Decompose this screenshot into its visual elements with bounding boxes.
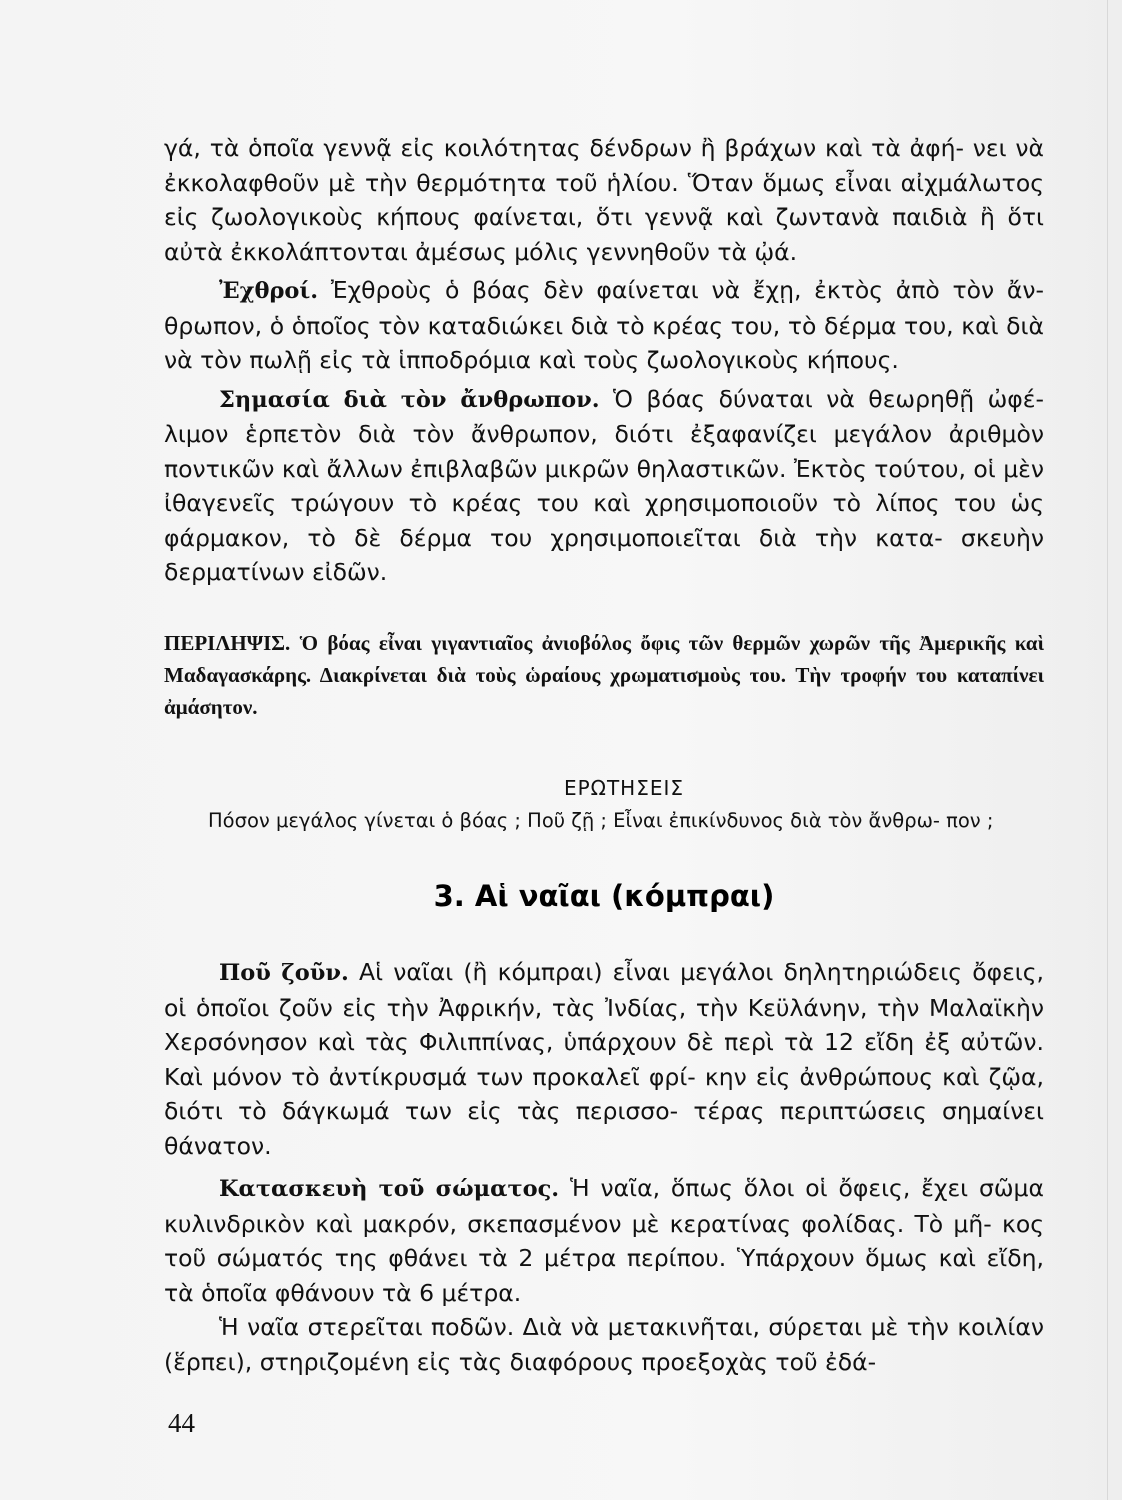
movement-paragraph: Ἡ ναῖα στερεῖται ποδῶν. Διὰ νὰ μετακινῆται, σύρεται μὲ τὴν κοιλίαν (ἕρπει), στηριζομένη εἰς τὰς διαφόρους προεξοχὰς τοῦ ἐδά- (164, 1313, 1044, 1376)
page-edge-line (1107, 0, 1108, 1500)
questions-title: ΕΡΩΤΗΣΕΙΣ (563, 776, 685, 800)
habitat-paragraph (164, 955, 1044, 1163)
importance-heading: Σημασία διὰ τὸν ἄνθρωπον. (219, 386, 600, 413)
lower-text-block (164, 955, 1044, 1379)
questions-text: Πόσον μεγάλος γίνεται ὁ βόας ; Ποῦ ζῇ ; Εἶναι ἐπικίνδυνος διὰ τὸν ἄνθρω- πον ; (208, 809, 994, 832)
enemies-text: Ἐχθροὺς ὁ βόας δὲν φαίνεται νὰ ἔχῃ, ἐκτὸς ἀπὸ τὸν ἄν- θρωπον, ὁ ὁποῖος τὸν καταδιώκει διὰ τὸ κρέας του, τὸ δέρμα του, καὶ διὰ νὰ τὸν πωλῇ εἰς τὰ ἱπποδρόμια καὶ τοὺς ζωολογικοὺς κήπους. (164, 276, 1044, 374)
body-structure-paragraph (164, 1171, 1044, 1310)
section-title: 3. Αἱ ναῖαι (κόμπραι) (433, 879, 775, 913)
questions-block (164, 776, 1044, 838)
summary-block (164, 627, 1044, 723)
enemies-heading: Ἐχθροί. (219, 278, 319, 304)
body-structure-heading: Κατασκευὴ τοῦ σώματος. (219, 1176, 560, 1202)
importance-text: Ὁ βόας δύναται νὰ θεωρηθῇ ὠφέ- λιμον ἑρπετὸν διὰ τὸν ἄνθρωπον, διότι ἐξαφανίζει μεγάλον ἀριθμὸν ποντικῶν καὶ ἄλλων ἐπιβλαβῶν μικρῶν θηλαστικῶν. Ἐκτὸς τούτου, οἱ μὲν ἰθαγενεῖς τρώγουν τὸ κρέας του καὶ χρησιμοποιοῦν τὸ λίπος του ὡς φάρμακον, τὸ δὲ δέρμα του χρησιμοποιεῖται διὰ τὴν κατα- σκευὴν δερματίνων εἰδῶν. (164, 384, 1045, 586)
continuation-paragraph: γά, τὰ ὁποῖα γεννᾷ εἰς κοιλότητας δένδρων ἢ βράχων καὶ τὰ ἀφή- νει νὰ ἐκκολαφθοῦν μὲ τὴν θερμότητα τοῦ ἡλίου. Ὅταν ὅμως εἶναι αἰχμάλωτος εἰς ζωολογικοὺς κήπους φαίνεται, ὅτι γεννᾷ καὶ ζωντανὰ παιδιὰ ἢ ὅτι αὐτὰ ἐκκολάπτονται ἀμέσως μόλις γεννηθοῦν τὰ ᾠά. (164, 134, 1044, 266)
importance-paragraph (164, 382, 1044, 590)
habitat-text: Αἱ ναῖαι (ἢ κόμπραι) εἶναι μεγάλοι δηλητηριώδεις ὄφεις, οἱ ὁποῖοι ζοῦν εἰς τὴν Ἀφρικήν, τὰς Ἰνδίας, τὴν Κεϋλάνην, τὴν Μαλαϊκὴν Χερσόνησον καὶ τὰς Φιλιππίνας, ὑπάρχουν δὲ περὶ τὰ 12 εἴδη ἐξ αὐτῶν. Καὶ μόνον τὸ ἀντίκρυσμά των προκαλεῖ φρί- κην εἰς ἀνθρώπους καὶ ζῷα, διότι τὸ δάγκωμά των εἰς τὰς περισσο- τέρας περιπτώσεις σημαίνει θάνατον. (164, 958, 1045, 1160)
upper-text-block (164, 131, 1044, 590)
summary-paragraph: ΠΕΡΙΛΗΨΙΣ. Ὁ βόας εἶναι γιγαντιαῖος ἀνιοβόλος ὄφις τῶν θερμῶν χωρῶν τῆς Ἀμερικῆς καὶ Μαδαγασκάρης. Διακρίνεται διὰ τοὺς ὡραίους χρωματισμοὺς του. Τὴν τροφήν του καταπίνει ἀμάσητον. (164, 631, 1044, 719)
enemies-paragraph (164, 273, 1044, 378)
habitat-heading: Ποῦ ζοῦν. (219, 960, 349, 986)
page-number: 44 (168, 1408, 195, 1438)
body-structure-text: Ἡ ναῖα, ὅπως ὅλοι οἱ ὄφεις, ἔχει σῶμα κυλινδρικὸν καὶ μακρόν, σκεπασμένον μὲ κερατίνας φολίδας. Τὸ μῆ- κος τοῦ σώματός της φθάνει τὰ 2 μέτρα περίπου. Ὑπάρχουν ὅμως καὶ εἴδη, τὰ ὁποῖα φθάνουν τὰ 6 μέτρα. (164, 1174, 1044, 1307)
